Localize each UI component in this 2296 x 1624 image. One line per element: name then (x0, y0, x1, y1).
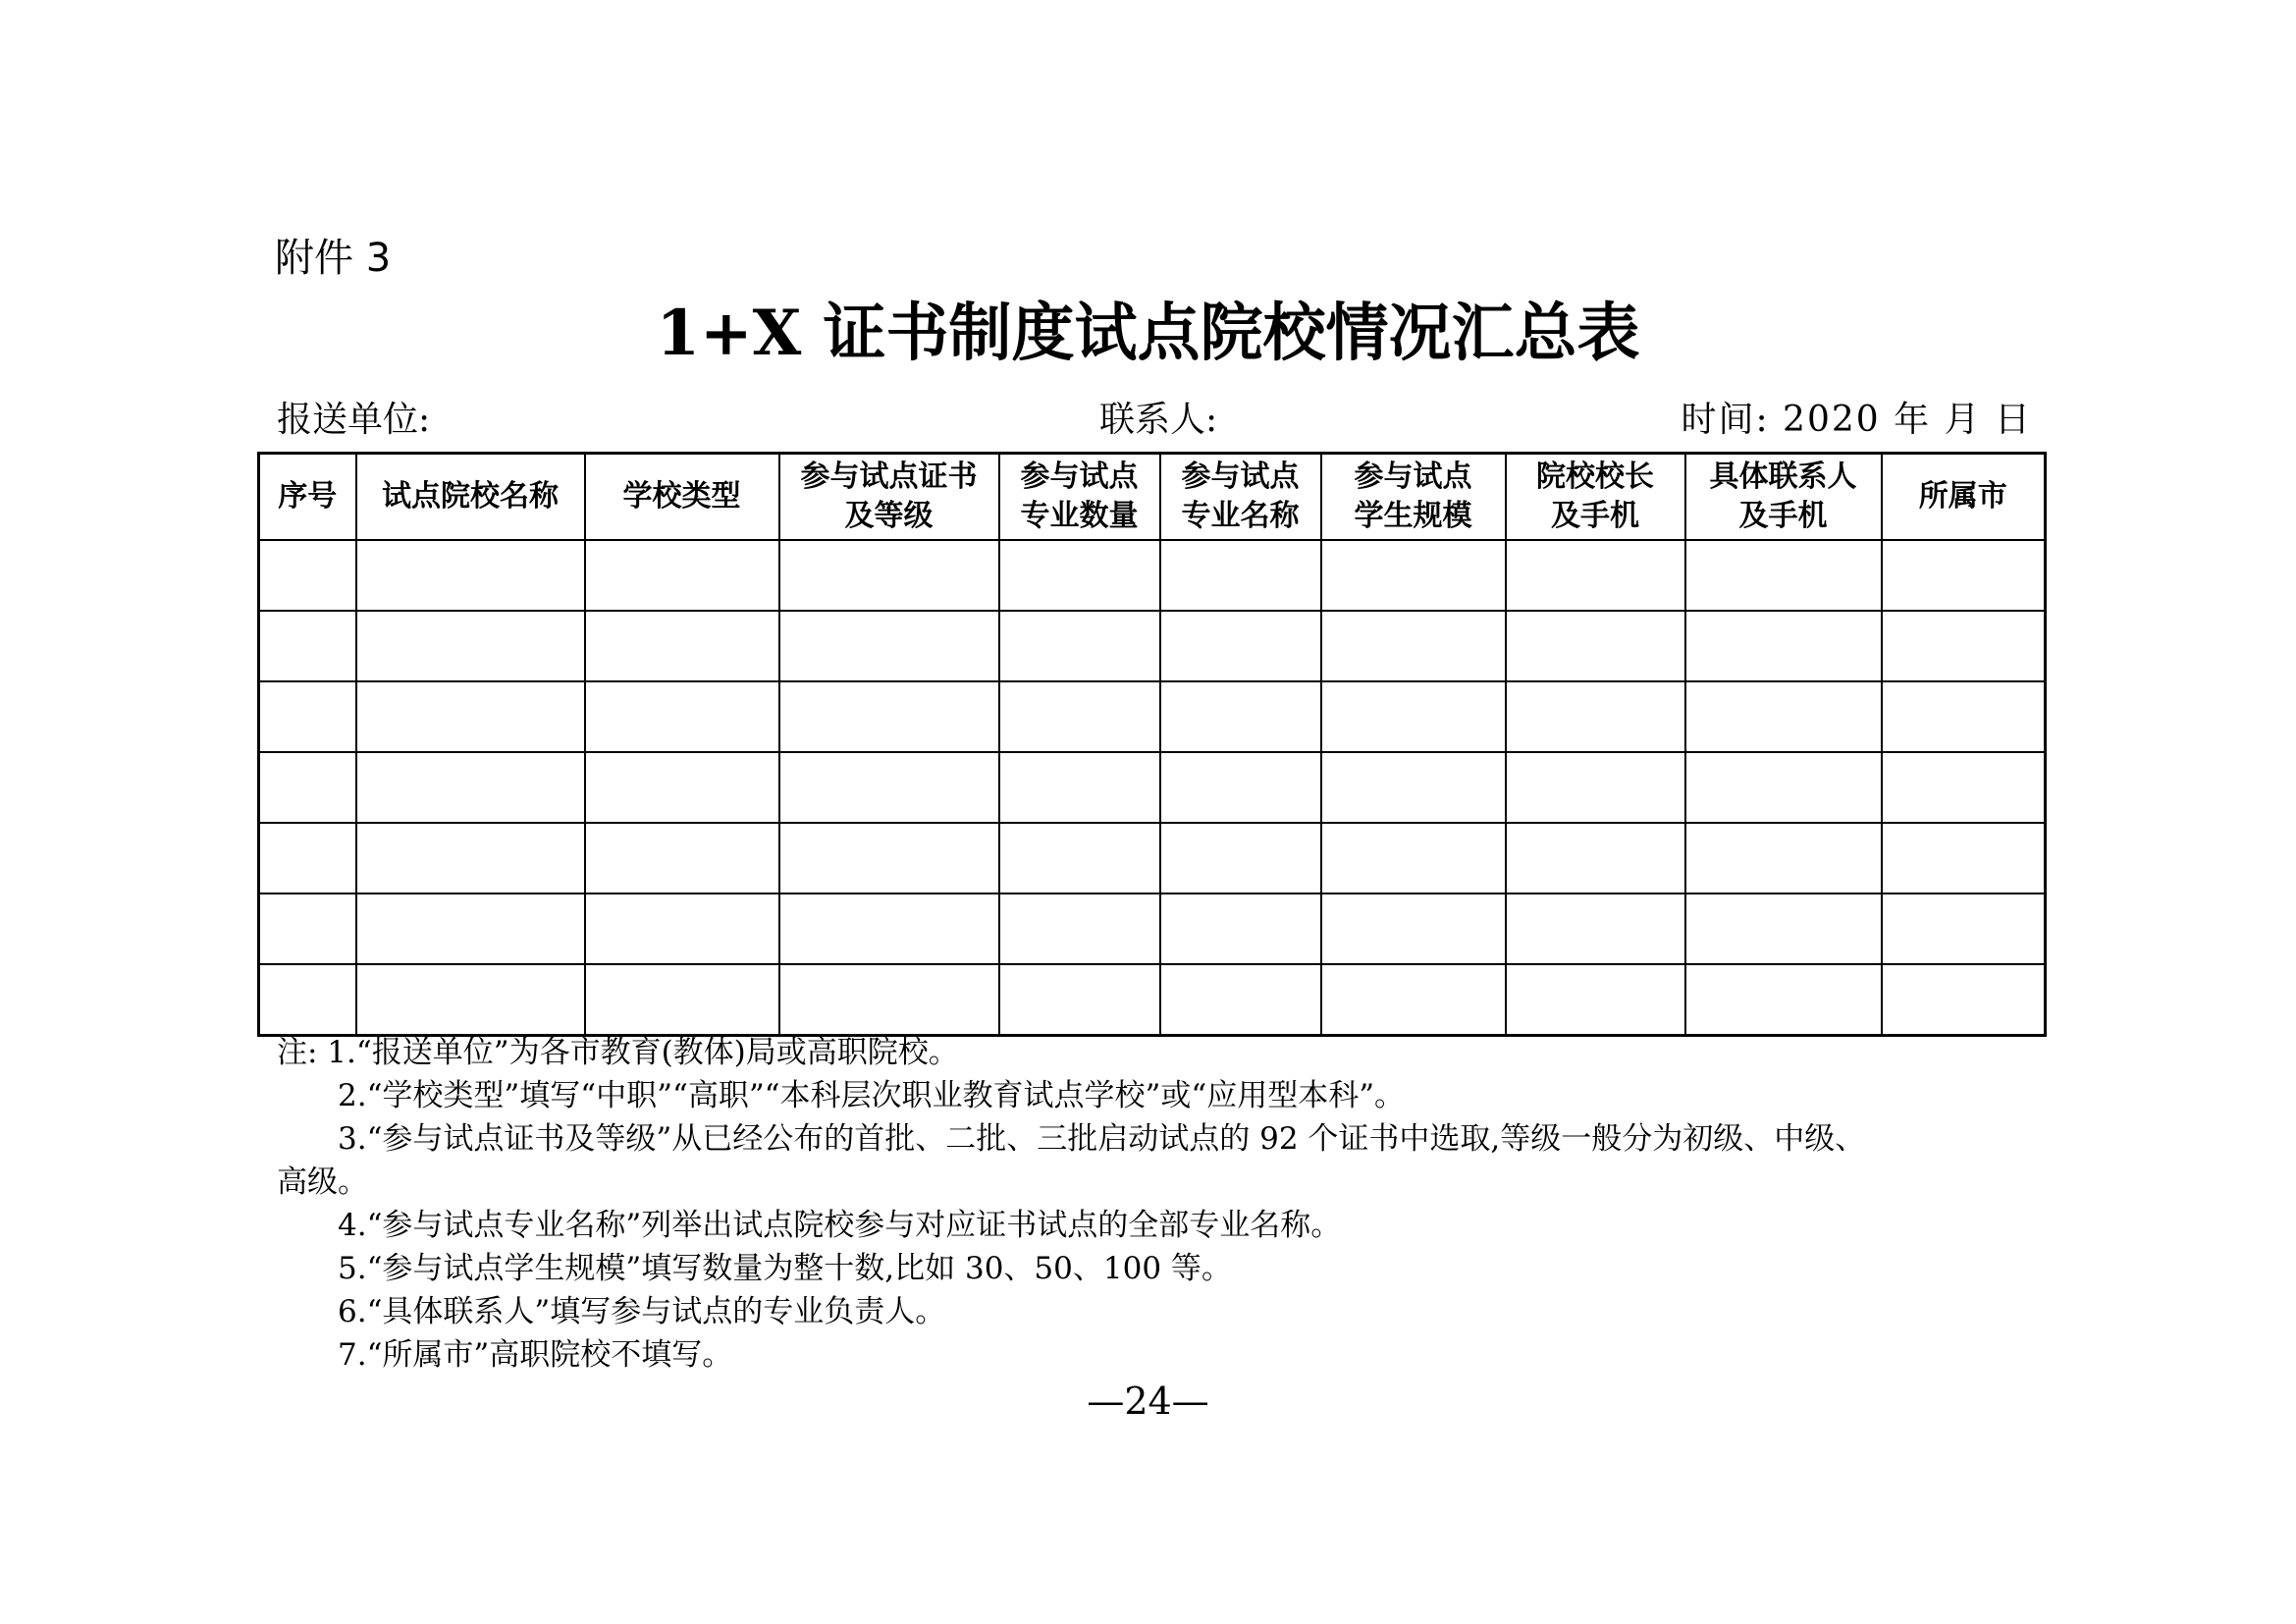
table-cell (585, 681, 779, 752)
table-cell (1882, 893, 2046, 964)
note-line: 2.“学校类型”填写“中职”“高职”“本科层次职业教育试点学校”或“应用型本科”。 (338, 1078, 1406, 1113)
note-line: 3.“参与试点证书及等级”从已经公布的首批、二批、三批启动试点的 92 个证书中选取,等级一般分为初级、中级、 (338, 1121, 1866, 1157)
table-cell (259, 611, 356, 681)
table-cell (999, 893, 1160, 964)
note-line: 注: 1.“报送单位”为各市教育(教体)局或高职院校。 (277, 1035, 959, 1070)
header-city: 所属市 (1882, 454, 2046, 541)
header-major-names: 参与试点 专业名称 (1160, 454, 1321, 541)
table-row (259, 611, 2046, 681)
table-cell (356, 540, 585, 611)
table-cell (585, 823, 779, 893)
page-number: —24— (1087, 1380, 1209, 1423)
table-cell (1321, 893, 1506, 964)
table-cell (585, 752, 779, 823)
table-cell (1506, 823, 1685, 893)
table-cell (1160, 893, 1321, 964)
table-cell (1882, 540, 2046, 611)
table-cell (1685, 964, 1882, 1036)
table-cell (1685, 611, 1882, 681)
table-row (259, 823, 2046, 893)
table-cell (1506, 964, 1685, 1036)
header-principal-phone: 院校校长 及手机 (1506, 454, 1685, 541)
table-cell (999, 752, 1160, 823)
summary-table (257, 452, 2047, 1037)
table-cell (779, 823, 999, 893)
table-cell (356, 823, 585, 893)
note-line: 6.“具体联系人”填写参与试点的专业负责人。 (338, 1294, 946, 1329)
table-cell (1160, 752, 1321, 823)
table-cell (1506, 752, 1685, 823)
header-major-count: 参与试点 专业数量 (999, 454, 1160, 541)
table-header-row (259, 454, 2046, 541)
table-cell (1506, 893, 1685, 964)
header-serial-number: 序号 (259, 454, 356, 541)
header-contact-phone: 具体联系人 及手机 (1685, 454, 1882, 541)
note-line: 高级。 (277, 1164, 368, 1200)
table-cell (356, 752, 585, 823)
table-cell (1882, 823, 2046, 893)
document-title: 1+X 证书制度试点院校情况汇总表 (656, 297, 1640, 370)
table-cell (779, 611, 999, 681)
header-certificate-level: 参与试点证书 及等级 (779, 454, 999, 541)
table-cell (779, 964, 999, 1036)
reporting-unit-label: 报送单位: (277, 400, 431, 440)
table-cell (259, 823, 356, 893)
table-cell (1685, 681, 1882, 752)
table-row (259, 964, 2046, 1036)
table-cell (1321, 752, 1506, 823)
table-cell (585, 611, 779, 681)
table-cell (259, 681, 356, 752)
table-cell (1321, 823, 1506, 893)
table-cell (585, 540, 779, 611)
note-line: 4.“参与试点专业名称”列举出试点院校参与对应证书试点的全部专业名称。 (338, 1208, 1342, 1243)
table-cell (259, 752, 356, 823)
table-body (259, 540, 2046, 1036)
table-cell (1882, 964, 2046, 1036)
table-cell (1685, 893, 1882, 964)
table-cell (259, 893, 356, 964)
table-cell (356, 611, 585, 681)
table-row (259, 681, 2046, 752)
table-cell (1506, 611, 1685, 681)
table-cell (779, 540, 999, 611)
table-cell (1685, 540, 1882, 611)
table-cell (999, 823, 1160, 893)
table-row (259, 893, 2046, 964)
header-student-scale: 参与试点 学生规模 (1321, 454, 1506, 541)
table-cell (1160, 681, 1321, 752)
table-cell (1321, 964, 1506, 1036)
table-cell (356, 893, 585, 964)
table-cell (779, 752, 999, 823)
note-line: 5.“参与试点学生规模”填写数量为整十数,比如 30、50、100 等。 (338, 1251, 1232, 1286)
table-cell (999, 964, 1160, 1036)
table-row (259, 540, 2046, 611)
table-cell (1321, 681, 1506, 752)
table-cell (779, 893, 999, 964)
table-cell (1685, 823, 1882, 893)
table-cell (1882, 752, 2046, 823)
table-cell (1882, 681, 2046, 752)
table-cell (999, 540, 1160, 611)
table-cell (779, 681, 999, 752)
table-cell (1506, 540, 1685, 611)
table-cell (1321, 611, 1506, 681)
table-cell (999, 611, 1160, 681)
notes-section (277, 1031, 2024, 1377)
table-cell (585, 893, 779, 964)
table-cell (999, 681, 1160, 752)
table-row (259, 752, 2046, 823)
table-cell (1160, 611, 1321, 681)
table-cell (1882, 611, 2046, 681)
table-cell (1160, 823, 1321, 893)
table-cell (356, 964, 585, 1036)
date-label: 时间: 2020 年 月 日 (1681, 400, 2032, 440)
table-cell (1160, 540, 1321, 611)
note-line: 7.“所属市”高职院校不填写。 (338, 1337, 733, 1373)
table-cell (259, 540, 356, 611)
table-cell (1685, 752, 1882, 823)
table-cell (259, 964, 356, 1036)
attachment-label: 附件 3 (275, 236, 392, 281)
table-cell (1506, 681, 1685, 752)
header-school-type: 学校类型 (585, 454, 779, 541)
header-school-name: 试点院校名称 (356, 454, 585, 541)
table-cell (1160, 964, 1321, 1036)
table-cell (585, 964, 779, 1036)
table-cell (356, 681, 585, 752)
table-cell (1321, 540, 1506, 611)
contact-person-label: 联系人: (1099, 400, 1218, 440)
